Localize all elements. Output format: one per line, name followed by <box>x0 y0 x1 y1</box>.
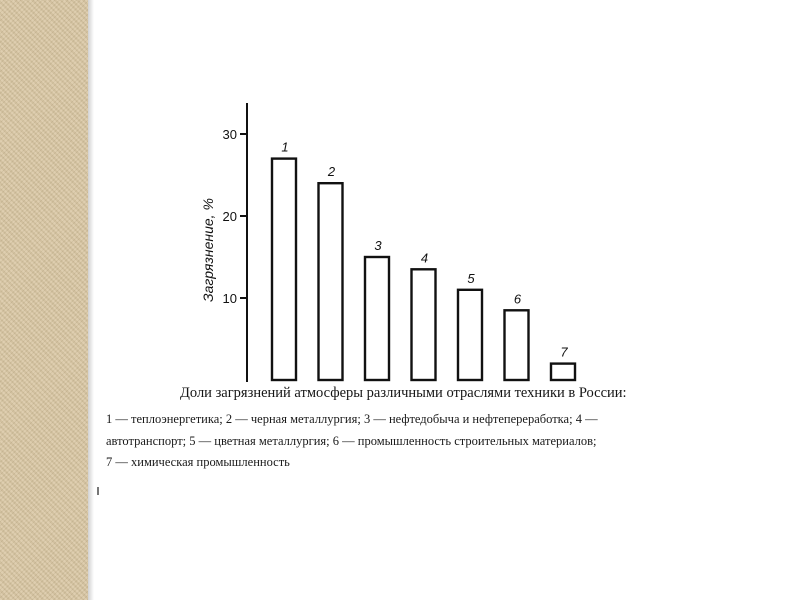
bar-6 <box>505 310 529 380</box>
bar-4 <box>412 269 436 380</box>
bar-number-label: 4 <box>420 250 429 266</box>
y-ticks <box>223 127 247 306</box>
legend-line-1: 1 — теплоэнергетика; 2 — черная металлургия; 3 — нефтедобыча и нефтепереработка; 4 — <box>106 412 598 426</box>
bar-1 <box>272 159 296 380</box>
scan-mark <box>97 487 99 495</box>
bar-number-label: 1 <box>281 139 289 155</box>
y-tick-label: 10 <box>222 291 237 306</box>
y-tick-label: 20 <box>222 209 237 224</box>
bar-2 <box>319 183 343 380</box>
y-tick-label: 30 <box>222 127 237 142</box>
bar-3 <box>365 257 389 380</box>
bar-7 <box>551 364 575 380</box>
bar-number-label: 5 <box>467 270 475 286</box>
bar-number-label: 2 <box>327 164 336 180</box>
legend-line-2: автотранспорт; 5 — цветная металлургия; 6 — промышленность строительных материалов; <box>106 434 597 448</box>
bar-number-label: 7 <box>560 344 568 360</box>
legend-line-3: 7 — химическая промышленность <box>106 455 290 469</box>
bars <box>272 140 575 380</box>
bar-number-label: 3 <box>374 238 382 253</box>
bar-number-label: 6 <box>513 291 522 307</box>
chart-caption-title: Доли загрязнений атмосферы различными отраслями техники в России: <box>180 385 627 401</box>
y-axis-label: Загрязнение, % <box>200 198 216 302</box>
bar-5 <box>458 290 482 380</box>
